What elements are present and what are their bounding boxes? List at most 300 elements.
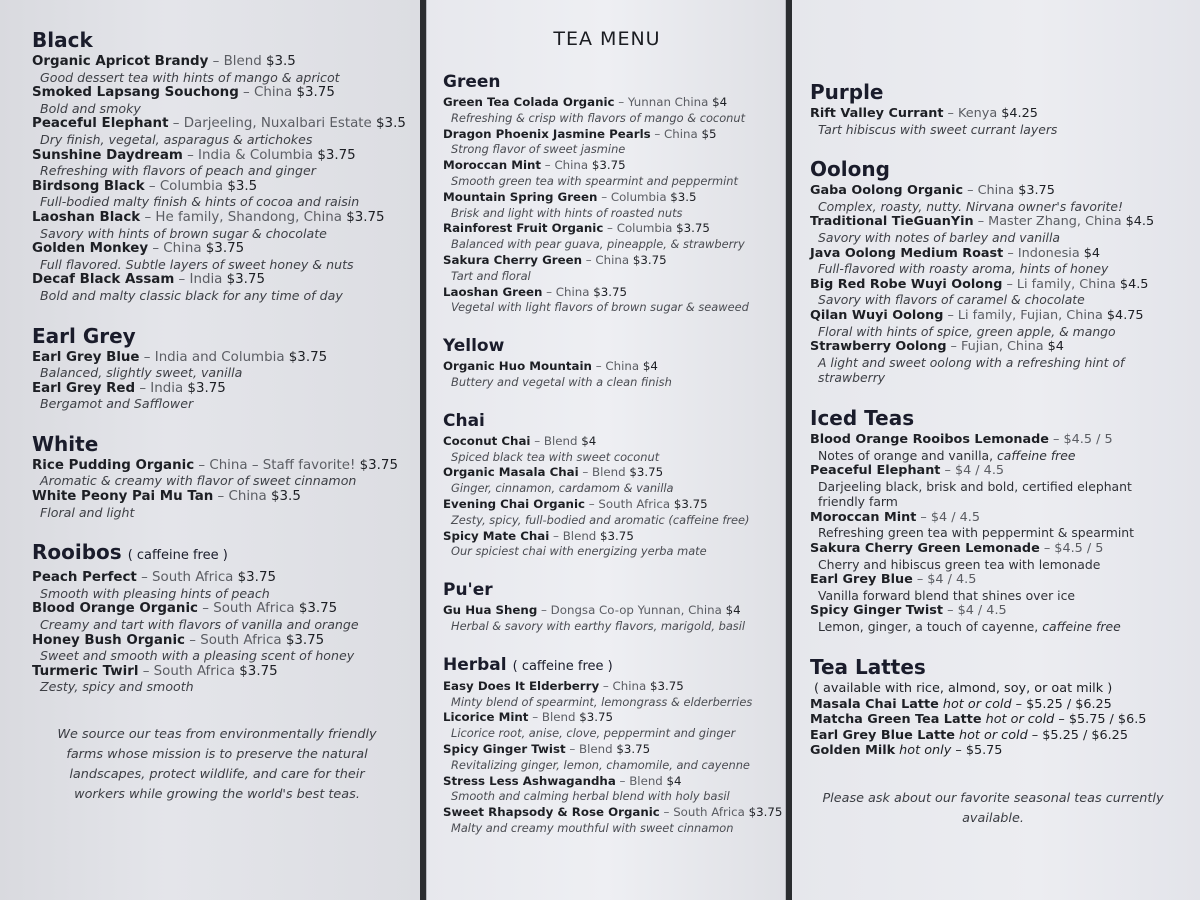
item-origin: – China: [541, 158, 589, 173]
item-line: [810, 572, 1176, 588]
item-description: Vegetal with light flavors of brown sugar & seaweed: [451, 300, 749, 315]
item-origin: – Yunnan China: [614, 95, 709, 109]
item-line: [443, 158, 771, 174]
section-title: Chai: [443, 410, 485, 431]
menu-item: [443, 710, 771, 742]
item-description: Tart and floral: [451, 268, 531, 283]
item-price: $4: [662, 773, 682, 788]
item-price: – $4 / 4.5: [916, 509, 980, 525]
section-title: Tea Lattes: [810, 654, 926, 679]
item-size: hot or cold: [938, 696, 1012, 712]
menu-item: [32, 116, 406, 147]
item-origin: – South Africa: [659, 805, 745, 820]
item-price: $3.5: [261, 54, 296, 69]
item-description: Revitalizing ginger, lemon, chamomile, and cayenne: [451, 757, 750, 772]
item-description: Zesty, spicy and smooth: [40, 679, 194, 695]
item-price: $4: [721, 603, 741, 618]
section-heading: [810, 406, 1176, 430]
item-price: – $4 / 4.5: [912, 572, 977, 588]
menu-item: [32, 272, 402, 303]
menu-item: [443, 679, 771, 711]
item-price: $4: [639, 359, 658, 374]
menu-item: [443, 529, 771, 561]
menu-item: [32, 664, 402, 695]
item-name: Sunshine Daydream: [32, 147, 183, 163]
item-origin: – Darjeeling, Nuxalbari Estate: [168, 116, 372, 132]
item-line: [443, 285, 771, 301]
item-line: [810, 308, 1176, 324]
section-note: ( caffeine free ): [512, 658, 613, 674]
item-line: [32, 350, 402, 366]
item-price: $4: [577, 433, 597, 448]
item-description: Balanced with pear guava, pineapple, & strawberry: [451, 237, 745, 252]
menu-item: [810, 728, 1176, 744]
item-price: $3.75: [183, 380, 226, 396]
item-name: Rift Valley Currant: [810, 106, 944, 121]
item-line: [443, 805, 783, 821]
item-description: Ginger, cinnamon, cardamom & vanilla: [451, 481, 674, 496]
section-title: White: [32, 431, 99, 456]
section-title: Rooibos: [32, 540, 122, 565]
item-description: Strong flavor of sweet jasmine: [451, 142, 626, 157]
item-price: $5: [697, 126, 717, 141]
item-line: [443, 95, 771, 111]
item-price: – $5.25 / $6.25: [1011, 696, 1112, 712]
item-description: Floral with hints of spice, green apple, & mango: [818, 323, 1116, 339]
item-line: [443, 465, 771, 481]
menu-item: [810, 308, 1176, 339]
item-name: Matcha Green Tea Latte: [810, 712, 982, 728]
menu-item: [443, 190, 771, 222]
menu-panel-right: [792, 0, 1200, 900]
section-title: Iced Teas: [810, 405, 915, 430]
item-price: $3.75: [235, 663, 278, 679]
item-price: $3.75: [672, 221, 710, 236]
menu-item: [32, 85, 402, 116]
item-size: hot or cold: [981, 712, 1055, 728]
menu-section: [443, 411, 771, 560]
item-description: Smooth with pleasing hints of peach: [40, 585, 270, 601]
menu-panel-left: [0, 0, 420, 900]
section-heading: [810, 80, 1176, 104]
item-name: Java Oolong Medium Roast: [810, 245, 1004, 261]
item-size: hot only: [895, 743, 952, 759]
item-name: Peaceful Elephant: [810, 463, 941, 479]
item-line: [443, 127, 771, 143]
item-line: [443, 774, 771, 790]
item-description: Savory with notes of barley and vanilla: [818, 229, 1060, 245]
item-description: Refreshing green tea with peppermint & spearmint: [818, 525, 1134, 541]
item-description: Notes of orange and vanilla, caffeine free: [818, 447, 1076, 463]
item-origin: – Blend: [565, 741, 613, 756]
item-price: $3.75: [575, 710, 613, 725]
item-name: Big Red Robe Wuyi Oolong: [810, 276, 1003, 292]
item-description: Herbal & savory with earthy flavors, marigold, basil: [451, 618, 746, 633]
item-line: [443, 529, 771, 545]
section-heading: [32, 540, 402, 568]
menu-section: [32, 432, 402, 520]
item-origin: – China: [238, 85, 293, 101]
menu-item: [32, 241, 402, 272]
item-line: [810, 510, 1176, 526]
item-origin: – China: [599, 678, 647, 693]
item-origin: – Fujian, China: [946, 339, 1044, 355]
item-origin: – India: [135, 380, 184, 396]
item-name: Sakura Cherry Green: [443, 252, 582, 267]
item-line: [810, 603, 1176, 619]
section-title: Green: [443, 72, 501, 92]
sourcing-note: We source our teas from environmentally friendly farms whose mission is to preserve the natural landscapes, protect wildlife, and care for their workers while growing the world's best teas.: [57, 727, 377, 802]
item-description: Full-flavored with roasty aroma, hints of honey: [818, 261, 1109, 277]
menu-section: [32, 28, 406, 304]
item-name: Spicy Ginger Twist: [443, 741, 566, 756]
menu-section-iced: [810, 406, 1176, 635]
item-name: Masala Chai Latte: [810, 696, 939, 712]
item-description: Licorice root, anise, clove, peppermint and ginger: [451, 726, 736, 741]
item-description: Cherry and hibiscus green tea with lemonade: [818, 556, 1101, 572]
menu-item: [32, 570, 402, 601]
item-description: Zesty, spicy, full-bodied and aromatic (caffeine free): [451, 512, 750, 527]
item-origin: – Indonesia: [1003, 245, 1080, 261]
item-description: Smooth and calming herbal blend with holy basil: [451, 789, 730, 804]
menu-panel-middle: [426, 0, 786, 900]
item-name: Organic Masala Chai: [443, 465, 579, 480]
item-origin: – Blend: [530, 433, 578, 448]
menu-section: [810, 80, 1176, 137]
item-price: $4.75: [1102, 307, 1144, 323]
item-origin: – South Africa: [585, 496, 671, 511]
item-line: [443, 190, 771, 206]
menu-item: [810, 572, 1176, 603]
item-description: Savory with flavors of caramel & chocolate: [818, 292, 1085, 308]
item-line: [32, 458, 402, 474]
item-name: Evening Chai Organic: [443, 496, 585, 511]
item-origin: – South Africa: [136, 570, 234, 586]
item-name: Earl Grey Blue Latte: [810, 727, 955, 743]
item-price: $3.75: [201, 241, 245, 257]
item-price: $3.75: [629, 252, 667, 267]
item-line: [443, 253, 771, 269]
menu-item: [443, 742, 771, 774]
item-size: hot or cold: [954, 727, 1028, 743]
item-description: Floral and light: [40, 504, 135, 520]
menu-item: [32, 381, 402, 412]
item-origin: – Blend: [528, 710, 576, 725]
item-name: Golden Milk: [810, 743, 896, 759]
item-name: Traditional TieGuanYin: [810, 214, 974, 230]
item-origin: – Li family, Fujian, China: [943, 307, 1103, 323]
item-description: Good dessert tea with hints of mango & apricot: [40, 69, 340, 85]
item-name: Earl Grey Red: [32, 380, 136, 396]
item-price: – $4 / 4.5: [940, 463, 1005, 479]
item-price: $4: [708, 95, 728, 109]
section-heading: [443, 580, 771, 601]
item-origin: – Blend: [208, 54, 262, 69]
menu-section-lattes: [810, 655, 1176, 759]
item-origin: – China: [148, 241, 202, 257]
item-line: [32, 116, 406, 132]
item-description: Bold and malty classic black for any time of day: [40, 287, 343, 303]
item-description: Bold and smoky: [40, 100, 141, 116]
item-price: $3.75: [612, 741, 651, 756]
section-heading: [32, 28, 402, 52]
item-price: $3.75: [588, 158, 626, 173]
item-name: Laoshan Black: [32, 209, 141, 225]
item-name: Moroccan Mint: [810, 509, 917, 525]
menu-item: [810, 541, 1176, 572]
item-origin: – Blend: [615, 773, 663, 788]
item-line: [32, 489, 402, 505]
item-price: $3.75: [646, 678, 684, 693]
item-name: Rice Pudding Organic: [32, 457, 195, 473]
item-name: Qilan Wuyi Oolong: [810, 307, 944, 323]
item-name: Gu Hua Sheng: [443, 603, 538, 618]
item-price: – $5.25 / $6.25: [1027, 727, 1128, 743]
item-price: $3.75: [670, 496, 708, 511]
item-origin: – China: [213, 489, 267, 505]
section-heading: [810, 655, 1176, 679]
menu-item: [32, 350, 402, 381]
item-name: Birdsong Black: [32, 178, 145, 194]
item-description: Refreshing & crisp with flavors of mango & coconut: [451, 110, 746, 125]
item-origin: – Dongsa Co-op Yunnan, China: [537, 603, 722, 618]
section-title: Black: [32, 28, 93, 52]
menu-item: [810, 246, 1176, 277]
item-price: $3.75: [294, 601, 338, 617]
item-line: [32, 381, 402, 397]
item-name: Spicy Mate Chai: [443, 528, 550, 543]
item-description: Lemon, ginger, a touch of cayenne, caffeine free: [818, 619, 1121, 635]
item-description-note: caffeine free: [1038, 619, 1121, 635]
item-description: Vanilla forward blend that shines over ice: [818, 587, 1076, 603]
item-origin: – India: [174, 272, 223, 288]
item-description: Bergamot and Safflower: [40, 396, 194, 412]
section-title: Pu'er: [443, 580, 493, 601]
item-name: White Peony Pai Mu Tan: [32, 489, 214, 505]
lattes-note: ( available with rice, almond, soy, or oat milk ): [814, 680, 1113, 696]
menu-section: [443, 654, 783, 837]
item-line: [810, 339, 1176, 355]
item-origin: – Columbia: [597, 189, 667, 204]
item-price: $3.75: [596, 528, 634, 543]
menu-item: [443, 221, 771, 253]
item-origin: – China: [963, 183, 1015, 199]
item-origin: – South Africa: [198, 601, 295, 617]
item-price: $3.75: [744, 805, 783, 820]
item-origin: – Li family, China: [1002, 276, 1116, 292]
item-line: [443, 603, 771, 619]
item-name: Blood Orange Rooibos Lemonade: [810, 431, 1049, 447]
item-line: [810, 432, 1176, 448]
item-name: Gaba Oolong Organic: [810, 183, 964, 199]
item-name: Rainforest Fruit Organic: [443, 221, 604, 236]
item-name: Peaceful Elephant: [32, 116, 169, 132]
item-price: $3.75: [341, 209, 385, 225]
item-name: Golden Monkey: [32, 241, 149, 257]
section-title: Herbal: [443, 654, 507, 675]
item-origin: – India & Columbia: [182, 147, 314, 163]
menu-item: [810, 712, 1176, 728]
item-description: Aromatic & creamy with flavor of sweet cinnamon: [40, 473, 357, 489]
item-description-note: caffeine free: [993, 447, 1076, 463]
menu-item: [810, 106, 1176, 137]
menu-item: [443, 434, 771, 466]
item-origin: – China: [650, 126, 698, 141]
item-price: – $5.75: [951, 743, 1003, 759]
item-name: Strawberry Oolong: [810, 339, 947, 355]
menu-item: [810, 510, 1176, 541]
item-line: [443, 497, 771, 513]
menu-item: [810, 183, 1176, 214]
item-origin: – Blend: [549, 528, 597, 543]
menu-item: [32, 458, 402, 489]
item-line: [32, 210, 402, 226]
section-heading: [443, 655, 771, 677]
item-name: Earl Grey Blue: [810, 572, 913, 588]
menu-section: [810, 157, 1176, 386]
item-price: $3.5: [666, 189, 697, 204]
item-description: Dry finish, vegetal, asparagus & artichokes: [40, 131, 313, 147]
section-title: Oolong: [810, 157, 890, 182]
menu-item: [810, 214, 1176, 245]
menu-item: [32, 148, 402, 179]
menu-section: [443, 580, 771, 635]
item-price: $3.5: [266, 489, 301, 505]
item-name: Turmeric Twirl: [32, 663, 139, 679]
menu-item: [443, 253, 771, 285]
menu-item: [810, 743, 1176, 759]
item-price: $3.75: [1014, 183, 1055, 199]
item-price: $4.5: [1121, 214, 1155, 230]
item-description: Full flavored. Subtle layers of sweet honey & nuts: [40, 256, 354, 272]
item-price: $4.5: [1115, 276, 1149, 292]
menu-item: [32, 601, 402, 632]
menu-item: [443, 603, 771, 635]
item-name: Green Tea Colada Organic: [443, 95, 615, 109]
item-name: Easy Does It Elderberry: [443, 678, 600, 693]
item-name: Decaf Black Assam: [32, 272, 175, 288]
item-line: [443, 710, 771, 726]
item-description: Darjeeling black, brisk and bold, certified elephant friendly farm: [818, 478, 1132, 510]
item-description: Malty and creamy mouthful with sweet cinnamon: [451, 820, 734, 835]
item-name: Smoked Lapsang Souchong: [32, 85, 239, 101]
item-line: [443, 679, 771, 695]
item-line: [810, 541, 1176, 557]
menu-item: [810, 339, 1176, 386]
item-name: Honey Bush Organic: [32, 632, 185, 648]
item-price: $3.75: [284, 349, 328, 365]
item-name: Blood Orange Organic: [32, 601, 198, 617]
item-line: [32, 54, 402, 70]
item-description: Balanced, slightly sweet, vanilla: [40, 365, 243, 381]
section-heading: [443, 411, 771, 432]
item-origin: – China – Staff favorite!: [194, 457, 356, 473]
item-price: $3.75: [313, 147, 356, 163]
item-price: $3.75: [222, 272, 265, 288]
item-price: – $4.5 / 5: [1048, 431, 1113, 447]
item-description: Smooth green tea with spearmint and peppermint: [451, 173, 738, 188]
item-line: [32, 664, 402, 680]
item-origin: – Columbia: [144, 178, 224, 194]
item-price: – $4.5 / 5: [1039, 541, 1104, 557]
item-name: Coconut Chai: [443, 433, 531, 448]
item-line: [810, 463, 1176, 479]
section-title: Purple: [810, 80, 884, 104]
item-origin: – South Africa: [138, 663, 236, 679]
item-name: Sweet Rhapsody & Rose Organic: [443, 805, 660, 820]
item-line: [443, 221, 771, 237]
menu-item: [443, 774, 771, 806]
item-origin: – China: [591, 359, 640, 374]
seasonal-note: Please ask about our favorite seasonal teas currently available.: [822, 791, 1164, 826]
item-description: Our spiciest chai with energizing yerba mate: [451, 544, 707, 559]
item-name: Licorice Mint: [443, 710, 529, 725]
menu-item: [32, 489, 402, 520]
item-line: [32, 570, 402, 586]
item-line: [32, 601, 402, 617]
menu-title: TEA MENU: [553, 28, 661, 50]
item-description: Buttery and vegetal with a clean finish: [451, 374, 672, 389]
menu-section: [443, 72, 771, 316]
item-line: [443, 742, 771, 758]
menu-item: [443, 285, 771, 317]
section-title: Earl Grey: [32, 323, 136, 348]
item-origin: – China: [581, 252, 630, 267]
item-line: [32, 272, 402, 288]
item-line: [810, 183, 1176, 199]
item-name: Stress Less Ashwagandha: [443, 773, 616, 788]
menu-section: [32, 540, 402, 695]
item-price: $3.5: [371, 116, 406, 132]
item-description: Brisk and light with hints of roasted nuts: [451, 205, 683, 220]
menu-item: [32, 54, 402, 85]
item-description: Spiced black tea with sweet coconut: [451, 449, 660, 464]
item-name: Mountain Spring Green: [443, 189, 598, 204]
item-line: [32, 179, 402, 195]
item-line: [810, 246, 1176, 262]
item-price: $3.75: [625, 465, 664, 480]
item-description: Minty blend of spearmint, lemongrass & elderberries: [451, 694, 753, 709]
item-name: Earl Grey Blue: [32, 349, 140, 365]
item-origin: – India and Columbia: [139, 349, 285, 365]
item-description: Complex, roasty, nutty. Nirvana owner's favorite!: [818, 198, 1123, 214]
item-origin: – South Africa: [185, 632, 282, 648]
section-title: Yellow: [443, 336, 505, 357]
item-line: [32, 85, 402, 101]
item-name: Moroccan Mint: [443, 158, 542, 173]
item-description: Savory with hints of brown sugar & chocolate: [40, 225, 327, 241]
item-price: – $4 / 4.5: [943, 603, 1007, 619]
section-note: ( caffeine free ): [127, 548, 228, 564]
item-line: [810, 214, 1176, 230]
menu-item: [810, 697, 1176, 713]
item-price: $4: [1043, 339, 1064, 355]
item-line: [32, 241, 402, 257]
item-price: – $5.75 / $6.5: [1054, 712, 1147, 728]
item-description: Sweet and smooth with a pleasing scent of honey: [40, 648, 355, 664]
item-origin: – Master Zhang, China: [973, 214, 1122, 230]
menu-item: [443, 127, 771, 159]
item-name: Sakura Cherry Green Lemonade: [810, 541, 1040, 557]
menu-item: [810, 432, 1176, 463]
section-heading: [32, 324, 402, 348]
item-description: Refreshing with flavors of peach and ginger: [40, 163, 316, 179]
item-description: Tart hibiscus with sweet currant layers: [818, 121, 1058, 137]
item-name: Dragon Phoenix Jasmine Pearls: [443, 126, 651, 141]
menu-section: [32, 324, 402, 412]
item-name: Organic Huo Mountain: [443, 359, 592, 374]
item-price: $3.75: [589, 284, 628, 299]
